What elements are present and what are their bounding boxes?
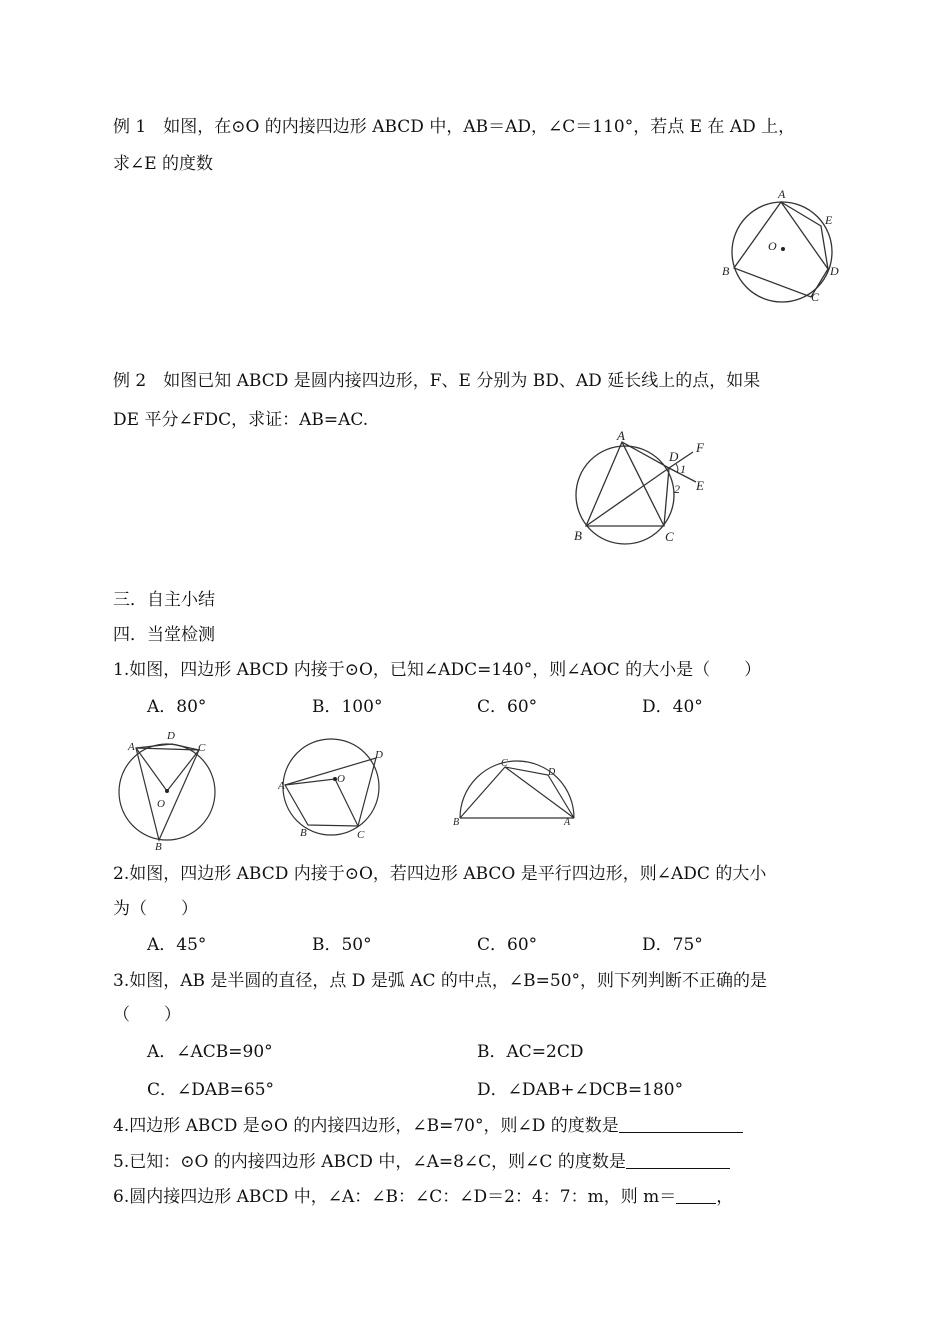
q2-option-c: C．60° (477, 935, 538, 955)
q3-option-a: A．∠ACB=90° (147, 1042, 273, 1062)
label-b: B (722, 264, 730, 278)
label-d: D (167, 730, 175, 742)
label-d: D (375, 749, 383, 761)
question-3-line-2: （ ） (113, 1005, 181, 1025)
q1-option-b: B．100° (312, 697, 383, 717)
figure-example-1 (718, 186, 848, 304)
q2-option-d: D．75° (642, 935, 703, 955)
label-e: E (825, 213, 833, 227)
question-6 (113, 1185, 733, 1209)
question-5-text: 5.已知：⊙O 的内接四边形 ABCD 中，∠A=8∠C，则∠C 的度数是 (113, 1152, 626, 1172)
example-2-line-1: 例 2 如图已知 ABCD 是圆内接四边形，F、E 分别为 BD、AD 延长线上的点，如果 (113, 371, 761, 391)
label-o: O (768, 239, 777, 253)
answer-blank[interactable] (676, 1185, 716, 1204)
label-c: C (198, 742, 206, 754)
q2-option-b: B．50° (312, 935, 372, 955)
q3-option-b: B．AC=2CD (477, 1042, 584, 1062)
question-2-line-2: 为（ ） (113, 899, 198, 919)
example-1-line-2: 求∠E 的度数 (113, 154, 214, 174)
figure-question-2 (278, 732, 390, 844)
angle-2-label: 2 (674, 482, 680, 496)
example-2-line-2: DE 平分∠FDC，求证：AB=AC. (113, 410, 369, 430)
question-3-line-1: 3.如图，AB 是半圆的直径，点 D 是弧 AC 的中点，∠B=50°，则下列判断不正确的是 (113, 971, 768, 991)
figure-question-1 (112, 728, 224, 852)
label-b: B (300, 827, 307, 839)
question-6-tail: ， (716, 1187, 734, 1207)
label-a: A (278, 780, 285, 792)
q3-option-d: D．∠DAB+∠DCB=180° (477, 1080, 684, 1100)
label-d: D (830, 264, 839, 278)
label-o: O (337, 773, 345, 785)
q1-option-d: D．40° (642, 697, 703, 717)
label-e: E (696, 478, 704, 493)
label-a: A (778, 187, 786, 201)
q1-option-c: C．60° (477, 697, 538, 717)
angle-1-label: 1 (680, 462, 686, 476)
question-4-text: 4.四边形 ABCD 是⊙O 的内接四边形，∠B=70°，则∠D 的度数是 (113, 1116, 619, 1136)
label-b: B (155, 841, 162, 852)
label-a: A (564, 817, 571, 828)
question-5 (113, 1150, 730, 1174)
label-c: C (501, 758, 508, 769)
figure-question-3 (450, 755, 580, 829)
label-f: F (696, 440, 704, 455)
q3-option-c: C．∠DAB=65° (147, 1080, 275, 1100)
label-c: C (357, 829, 365, 841)
label-c: C (811, 290, 820, 304)
label-o: O (157, 798, 165, 810)
question-1: 1.如图，四边形 ABCD 内接于⊙O，已知∠ADC=140°，则∠AOC 的大小是（ ） (113, 660, 762, 680)
label-a: A (128, 741, 135, 753)
section-3-title: 三．自主小结 (113, 590, 215, 610)
figure-example-2 (568, 430, 718, 548)
label-a: A (617, 430, 625, 443)
label-d: D (548, 767, 556, 778)
label-b: B (574, 528, 582, 543)
answer-blank[interactable] (626, 1150, 730, 1169)
q1-option-a: A．80° (147, 697, 207, 717)
label-c: C (665, 529, 674, 544)
question-2-line-1: 2.如图，四边形 ABCD 内接于⊙O，若四边形 ABCO 是平行四边形，则∠ADC 的大小 (113, 864, 767, 884)
section-4-title: 四．当堂检测 (113, 625, 215, 645)
example-1-line-1: 例 1 如图，在⊙O 的内接四边形 ABCD 中，AB＝AD，∠C＝110°，若点 E 在 AD 上， (113, 117, 796, 137)
label-b: B (453, 817, 460, 828)
answer-blank[interactable] (619, 1114, 743, 1133)
question-6-text: 6.圆内接四边形 ABCD 中，∠A：∠B：∠C：∠D＝2：4：7：m，则 m＝ (113, 1187, 677, 1207)
label-d: D (669, 449, 679, 464)
q2-option-a: A．45° (147, 935, 207, 955)
question-4 (113, 1114, 743, 1138)
